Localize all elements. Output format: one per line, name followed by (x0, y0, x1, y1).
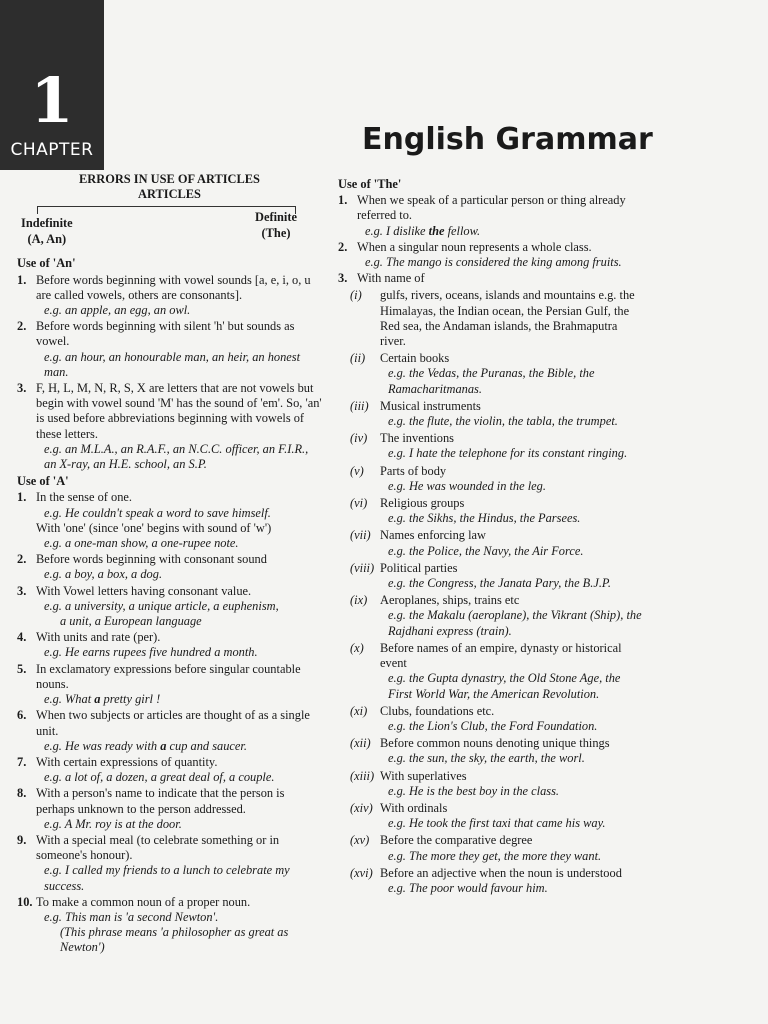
item-number: 1. (338, 193, 348, 208)
sub-example: e.g. the Lion's Club, the Ford Foundation. (388, 718, 598, 733)
sub-text: Names enforcing law (380, 528, 486, 543)
sub-item (338, 288, 644, 349)
sub-item (338, 593, 644, 639)
item-text: With certain expressions of quantity. (36, 754, 218, 769)
list-item (17, 552, 322, 582)
item-note: With 'one' (since 'one' begins with sound of 'w') (36, 520, 272, 535)
sub-text: Parts of body (380, 463, 447, 478)
item-number: 7. (17, 754, 27, 769)
item-number: 2. (17, 552, 27, 567)
sub-item (338, 431, 644, 461)
sub-text: Before names of an empire, dynasty or historical event (380, 640, 622, 671)
use-of-an-heading: Use of 'An' (17, 256, 76, 271)
definite-text: Definite (255, 210, 297, 225)
sub-text: Clubs, foundations etc. (380, 703, 495, 718)
list-item (338, 271, 644, 286)
articles-tree (17, 202, 322, 254)
sub-example: e.g. the Congress, the Janata Pary, the B.J.P. (388, 576, 611, 591)
use-of-a-heading: Use of 'A' (17, 474, 69, 489)
item-number: 1. (17, 272, 27, 287)
item-text: F, H, L, M, N, R, S, X are letters that are not vowels but begin with vowel sound 'M' has the sound of 'em'. So, 'an' is used before abbreviations beginning with vowels of these letters. (36, 381, 322, 441)
item-number: 3. (17, 381, 27, 396)
item-example: e.g. an apple, an egg, an owl. (44, 303, 191, 318)
sub-item (338, 464, 644, 494)
example-keyword: the (428, 223, 445, 238)
sub-item (338, 801, 644, 831)
item-number: 5. (17, 661, 27, 676)
page-title: English Grammar (362, 122, 653, 157)
sub-number: (vi) (350, 496, 368, 511)
sub-number: (xi) (350, 703, 368, 718)
sub-example: e.g. the sun, the sky, the earth, the worl. (388, 751, 585, 766)
item-text: With a special meal (to celebrate something or in someone's honour). (36, 832, 280, 863)
sub-example: e.g. He is the best boy in the class. (388, 783, 560, 798)
item-number: 3. (338, 271, 348, 286)
sub-text: Political parties (380, 560, 458, 575)
item-example: e.g. A Mr. roy is at the door. (44, 816, 182, 831)
tree-line (37, 206, 38, 214)
sub-example: e.g. the flute, the violin, the tabla, the trumpet. (388, 414, 618, 429)
item-example (36, 739, 322, 754)
list-item (17, 786, 322, 832)
example-text: e.g. He was ready with (44, 738, 161, 753)
sub-example: e.g. He was wounded in the leg. (388, 478, 546, 493)
sub-text: With superlatives (380, 768, 467, 783)
item-text: When a singular noun represents a whole class. (357, 239, 592, 254)
example-text: fellow. (444, 223, 481, 238)
item-number: 2. (17, 319, 27, 334)
sub-text: Before the comparative degree (380, 833, 533, 848)
sub-item (338, 769, 644, 799)
sub-example: e.g. the Makalu (aeroplane), the Vikrant (Ship), the Rajdhani express (train). (388, 608, 642, 638)
sub-number: (xvi) (350, 865, 373, 880)
item-text: With Vowel letters having consonant value. (36, 583, 252, 598)
sub-example: e.g. The more they get, the more they want. (388, 848, 602, 863)
item-text: When we speak of a particular person or thing already referred to. (357, 193, 626, 223)
sub-number: (iii) (350, 398, 369, 413)
item-example: e.g. a one-man show, a one-rupee note. (44, 536, 239, 551)
tree-line (37, 206, 295, 207)
list-item (338, 240, 644, 270)
sub-text: Aeroplanes, ships, trains etc (380, 593, 520, 608)
sub-text: Musical instruments (380, 398, 481, 413)
sub-number: (ii) (350, 351, 366, 366)
item-number: 4. (17, 630, 27, 645)
item-example: e.g. an hour, an honourable man, an heir, an honest man. (44, 349, 301, 379)
sub-item (338, 496, 644, 526)
item-example (36, 692, 322, 707)
sub-item (338, 351, 644, 397)
sub-item (338, 866, 644, 896)
item-number: 3. (17, 583, 27, 598)
sub-text: Before common nouns denoting unique things (380, 736, 610, 751)
sub-number: (xiii) (350, 768, 375, 783)
sub-example: e.g. I hate the telephone for its constant ringing. (388, 446, 628, 461)
item-number: 10. (17, 894, 33, 909)
sub-number: (viii) (350, 560, 375, 575)
item-example: e.g. an M.L.A., an R.A.F., an N.C.C. officer, an F.I.R., an X-ray, an H.E. school, an S.P. (44, 441, 309, 472)
list-item (17, 273, 322, 319)
left-column (17, 172, 322, 956)
section-subheading: ARTICLES (138, 187, 201, 202)
sub-number: (iv) (350, 431, 368, 446)
item-example: e.g. The mango is considered the king among fruits. (365, 255, 622, 270)
item-example: e.g. This man is 'a second Newton'. (44, 909, 219, 924)
definite-sub: (The) (261, 225, 291, 240)
item-number: 2. (338, 239, 348, 254)
item-example: e.g. a lot of, a dozen, a great deal of, a couple. (44, 770, 275, 785)
item-text: When two subjects or articles are thought of as a single unit. (36, 708, 310, 738)
example-text: cup and saucer. (166, 738, 247, 753)
sub-item (338, 528, 644, 558)
section-heading: ERRORS IN USE OF ARTICLES (79, 172, 260, 186)
example-text: e.g. I dislike (365, 223, 429, 238)
definite-label (255, 210, 297, 240)
sub-item (338, 561, 644, 591)
item-text: Before words beginning with consonant sound (36, 552, 267, 567)
sub-number: (xiv) (350, 800, 373, 815)
item-number: 1. (17, 490, 27, 505)
sub-text: The inventions (380, 431, 454, 446)
item-example: e.g. I called my friends to a lunch to celebrate my success. (44, 863, 290, 893)
sub-item (338, 399, 644, 429)
sub-item (338, 736, 644, 766)
sub-number: (x) (350, 640, 364, 655)
chapter-banner (0, 0, 104, 170)
item-example: e.g. a university, a unique article, a euphenism, (44, 598, 279, 613)
example-text: pretty girl ! (100, 692, 161, 707)
list-item (17, 895, 322, 956)
example-keyword: a (94, 692, 101, 707)
item-text: With a person's name to indicate that the person is perhaps unknown to the person addressed. (36, 786, 285, 816)
chapter-label: CHAPTER (10, 140, 94, 160)
indefinite-sub: (A, An) (27, 231, 67, 246)
sub-number: (i) (350, 288, 362, 303)
indefinite-label (21, 216, 73, 246)
item-number: 6. (17, 708, 27, 723)
list-item (17, 755, 322, 785)
sub-number: (vii) (350, 528, 371, 543)
list-item (17, 833, 322, 894)
list-item (17, 708, 322, 754)
list-item (17, 630, 322, 660)
item-number: 9. (17, 832, 27, 847)
sub-text: Religious groups (380, 496, 465, 511)
item-example (357, 224, 644, 239)
sub-number: (xii) (350, 736, 371, 751)
sub-example: e.g. the Sikhs, the Hindus, the Parsees. (388, 511, 581, 526)
list-item (17, 319, 322, 380)
use-of-the-heading: Use of 'The' (338, 177, 402, 191)
sub-item (338, 641, 644, 702)
item-example: a unit, a European language (60, 614, 202, 629)
item-note: (This phrase means 'a philosopher as great as Newton') (60, 925, 289, 955)
item-text: In exclamatory expressions before singular countable nouns. (36, 661, 301, 691)
sub-item (338, 704, 644, 734)
item-example: e.g. He couldn't speak a word to save himself. (44, 505, 271, 520)
chapter-number: 1 (30, 64, 74, 137)
item-example: e.g. a boy, a box, a dog. (44, 567, 163, 582)
list-item (17, 381, 322, 472)
item-text: With units and rate (per). (36, 630, 161, 645)
sub-example: e.g. the Vedas, the Puranas, the Bible, the Ramacharitmanas. (388, 366, 595, 396)
sub-number: (v) (350, 463, 364, 478)
item-number: 8. (17, 786, 27, 801)
sub-text: Certain books (380, 351, 450, 366)
sub-text: With ordinals (380, 800, 448, 815)
item-text: With name of (357, 271, 425, 286)
sub-example: e.g. He took the first taxi that came his way. (388, 816, 606, 831)
sub-example: e.g. The poor would favour him. (388, 880, 548, 895)
list-item (338, 193, 644, 239)
example-keyword: a (160, 738, 167, 753)
item-text: To make a common noun of a proper noun. (36, 894, 251, 909)
list-item (17, 584, 322, 630)
sub-number: (ix) (350, 593, 368, 608)
sub-item (338, 833, 644, 863)
sub-text: Before an adjective when the noun is understood (380, 865, 622, 880)
item-text: Before words beginning with vowel sounds [a, e, i, o, u are called vowels, others are consonants]. (36, 272, 311, 302)
item-text: In the sense of one. (36, 490, 132, 505)
right-column (338, 175, 644, 896)
sub-number: (xv) (350, 833, 370, 848)
sub-example: e.g. the Gupta dynastry, the Old Stone Age, the First World War, the American Revolution. (388, 671, 621, 701)
example-text: e.g. What (44, 692, 95, 707)
sub-example: e.g. the Police, the Navy, the Air Force. (388, 543, 584, 558)
item-text: Before words beginning with silent 'h' but sounds as vowel. (36, 319, 295, 349)
item-example: e.g. He earns rupees five hundred a month. (44, 645, 258, 660)
sub-text: gulfs, rivers, oceans, islands and mountains e.g. the Himalayas, the Indian ocean, the Persian Gulf, the Red sea, the Andaman islands, the Brahmaputra river. (380, 288, 635, 349)
indefinite-text: Indefinite (21, 216, 73, 231)
list-item (17, 662, 322, 708)
list-item (17, 490, 322, 551)
